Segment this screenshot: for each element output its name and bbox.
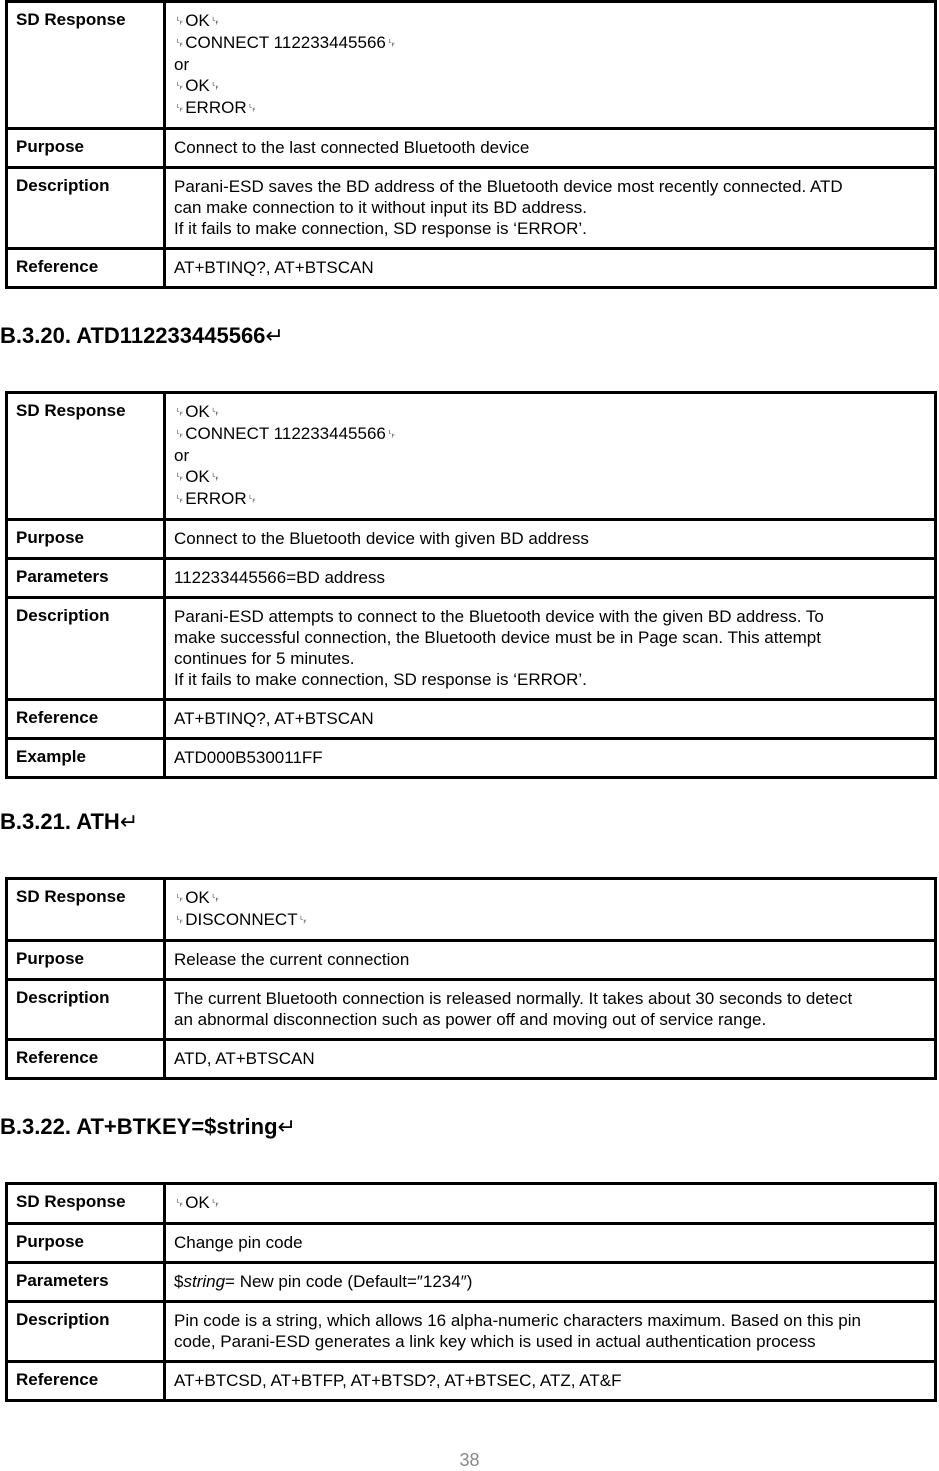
row-label: Purpose <box>7 1224 165 1263</box>
row-label: SD Response <box>7 879 165 941</box>
row-label: Parameters <box>7 559 165 598</box>
table-row <box>7 739 936 778</box>
section-heading-b321: B.3.21. ATH↵ <box>0 809 139 834</box>
table-row <box>7 1184 936 1224</box>
cr-lf-icon: ␊ <box>209 13 221 29</box>
page-number: 38 <box>459 1450 480 1470</box>
table-row <box>7 1040 936 1079</box>
section-heading-b320: B.3.20. ATD112233445566↵ <box>0 323 284 348</box>
cr-lf-icon: ␊ <box>174 78 186 94</box>
enter-key-icon: ↵ <box>277 1114 296 1139</box>
section-heading-b322: B.3.22. AT+BTKEY=$string↵ <box>0 1114 296 1139</box>
command-table-ath <box>5 877 937 1080</box>
table-row <box>7 249 936 288</box>
cr-lf-icon: ␊ <box>174 100 186 116</box>
reference-value: ATD, AT+BTSCAN <box>165 1040 936 1079</box>
reference-value: AT+BTCSD, AT+BTFP, AT+BTSD?, AT+BTSEC, ATZ, AT&F <box>165 1362 936 1401</box>
table-row <box>7 520 936 559</box>
enter-key-icon: ↵ <box>119 809 139 834</box>
description-value: The current Bluetooth connection is released normally. It takes about 30 seconds to detect an abnormal disconnection such as power off and moving out of service range. <box>165 980 936 1040</box>
row-label: Description <box>7 168 165 249</box>
cr-lf-icon: ␊ <box>297 912 309 928</box>
cr-lf-icon: ␊ <box>174 890 186 906</box>
purpose-value: Change pin code <box>165 1224 936 1263</box>
cr-lf-icon: ␊ <box>209 404 221 420</box>
table-row <box>7 598 936 700</box>
description-value: Pin code is a string, which allows 16 alpha-numeric characters maximum. Based on this pin code, Parani-ESD generates a link key which is used in actual authentication process <box>165 1302 936 1362</box>
table-row <box>7 879 936 941</box>
command-table-btkey <box>5 1182 937 1402</box>
sd-response-value: ␊OK␊ ␊DISCONNECT␊ <box>165 879 936 941</box>
row-label: Purpose <box>7 941 165 980</box>
cr-lf-icon: ␊ <box>174 469 186 485</box>
table-row <box>7 1263 936 1302</box>
cr-lf-icon: ␊ <box>209 890 221 906</box>
purpose-value: Release the current connection <box>165 941 936 980</box>
enter-key-icon: ↵ <box>265 323 284 348</box>
description-value: Parani-ESD attempts to connect to the Bluetooth device with the given BD address. To make successful connection, the Bluetooth device must be in Page scan. This attempt continues for 5 minutes. If it fails to make connection, SD response is ‘ERROR’. <box>165 598 936 700</box>
row-label: Description <box>7 598 165 700</box>
cr-lf-icon: ␊ <box>246 100 258 116</box>
row-label: Purpose <box>7 520 165 559</box>
cr-lf-icon: ␊ <box>209 78 221 94</box>
row-label: SD Response <box>7 1184 165 1224</box>
cr-lf-icon: ␊ <box>174 1195 186 1211</box>
sd-response-value: ␊OK␊ <box>165 1184 936 1224</box>
reference-value: AT+BTINQ?, AT+BTSCAN <box>165 700 936 739</box>
example-value: ATD000B530011FF <box>165 739 936 778</box>
cr-lf-icon: ␊ <box>385 35 398 51</box>
row-label: Reference <box>7 1362 165 1401</box>
cr-lf-icon: ␊ <box>246 491 258 507</box>
table-row <box>7 129 936 168</box>
table-row <box>7 1224 936 1263</box>
cr-lf-icon: ␊ <box>209 469 221 485</box>
table-row <box>7 168 936 249</box>
cr-lf-icon: ␊ <box>174 912 186 928</box>
sd-response-value: ␊OK␊ ␊CONNECT 112233445566␊ or ␊OK␊ ␊ERROR␊ <box>165 393 936 520</box>
row-label: SD Response <box>7 393 165 520</box>
cr-lf-icon: ␊ <box>174 491 186 507</box>
table-row <box>7 393 936 520</box>
purpose-value: Connect to the last connected Bluetooth device <box>165 129 936 168</box>
row-label: Purpose <box>7 129 165 168</box>
table-row <box>7 1362 936 1401</box>
description-value: Parani-ESD saves the BD address of the Bluetooth device most recently connected. ATD can make connection to it without input its BD address. If it fails to make connection, SD response is ‘ERROR’. <box>165 168 936 249</box>
cr-lf-icon: ␊ <box>174 404 186 420</box>
table-row <box>7 941 936 980</box>
cr-lf-icon: ␊ <box>174 35 186 51</box>
purpose-value: Connect to the Bluetooth device with given BD address <box>165 520 936 559</box>
command-table-atd <box>5 391 937 779</box>
cr-lf-icon: ␊ <box>209 1195 221 1211</box>
table-row <box>7 980 936 1040</box>
reference-value: AT+BTINQ?, AT+BTSCAN <box>165 249 936 288</box>
sd-response-value: ␊OK␊ ␊CONNECT 112233445566␊ or ␊OK␊ ␊ERROR␊ <box>165 2 936 129</box>
row-label: Example <box>7 739 165 778</box>
row-label: Reference <box>7 700 165 739</box>
command-table-previous <box>5 0 937 289</box>
table-row <box>7 700 936 739</box>
table-row <box>7 559 936 598</box>
row-label: Description <box>7 1302 165 1362</box>
row-label: Reference <box>7 249 165 288</box>
row-label: Parameters <box>7 1263 165 1302</box>
parameters-value: 112233445566=BD address <box>165 559 936 598</box>
row-label: Reference <box>7 1040 165 1079</box>
row-label: SD Response <box>7 2 165 129</box>
cr-lf-icon: ␊ <box>174 426 186 442</box>
row-label: Description <box>7 980 165 1040</box>
parameters-value: $string= New pin code (Default=″1234″) <box>165 1263 936 1302</box>
cr-lf-icon: ␊ <box>385 426 398 442</box>
cr-lf-icon: ␊ <box>174 13 186 29</box>
table-row <box>7 1302 936 1362</box>
table-row <box>7 2 936 129</box>
